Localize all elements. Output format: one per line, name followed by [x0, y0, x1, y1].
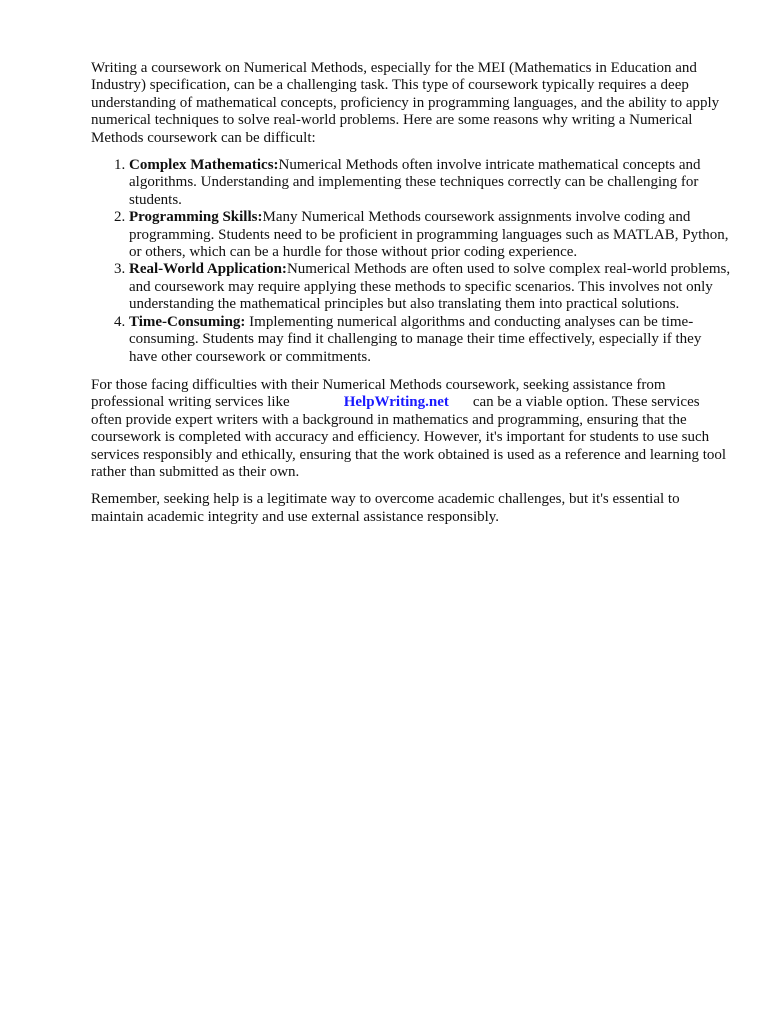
reason-term: Time-Consuming: [129, 313, 246, 330]
list-item [129, 314, 731, 366]
reason-text: Implementing numerical algorithms and conducting analyses can be time-consuming. Students may find it challenging to manage their time effectively, especially if they have other coursework or commitments. [129, 313, 702, 365]
assistance-text-before: For those facing difficulties with their Numerical Methods coursework, seeking assistance from professional writing services like [91, 376, 666, 411]
list-item [129, 157, 731, 209]
assistance-paragraph [91, 377, 731, 481]
helpwriting-link[interactable]: HelpWriting.net [343, 394, 449, 411]
intro-paragraph: Writing a coursework on Numerical Methods, especially for the MEI (Mathematics in Education and Industry) specification, can be a challenging task. This type of coursework typically requires a deep understanding of mathematical concepts, proficiency in programming languages, and the ability to apply numerical techniques to solve real-world problems. Here are some reasons why writing a Numerical Methods coursework can be difficult: [91, 60, 720, 146]
reason-text: Many Numerical Methods coursework assignments involve coding and programming. Students need to be proficient in programming languages such as MATLAB, Python, or others, which can be a hurdle for those without prior coding experience. [129, 209, 729, 261]
reason-text: Numerical Methods are often used to solve complex real-world problems, and coursework may require applying these methods to specific scenarios. This involves not only understanding the mathematical principles but also translating them into practical solutions. [129, 261, 731, 313]
assistance-text-after: can be a viable option. These services often provide expert writers with a background in mathematics and programming, ensuring that the coursework is completed with accuracy and efficiency. However, it's important for students to use such services responsibly and ethically, ensuring that the work obtained is used as a reference and learning tool rather than submitted as their own. [91, 394, 727, 480]
reason-term: Complex Mathematics: [129, 157, 279, 174]
reason-term: Programming Skills: [129, 209, 263, 226]
document-page [91, 60, 731, 526]
reason-text: Numerical Methods often involve intricate mathematical concepts and algorithms. Understanding and implementing these techniques correctly can be challenging for students. [129, 157, 701, 208]
list-item [129, 209, 731, 261]
reasons-list [91, 157, 731, 366]
list-item [129, 261, 731, 313]
closing-paragraph: Remember, seeking help is a legitimate way to overcome academic challenges, but it's essential to maintain academic integrity and use external assistance responsibly. [91, 491, 680, 525]
reason-term: Real-World Application: [129, 261, 287, 278]
